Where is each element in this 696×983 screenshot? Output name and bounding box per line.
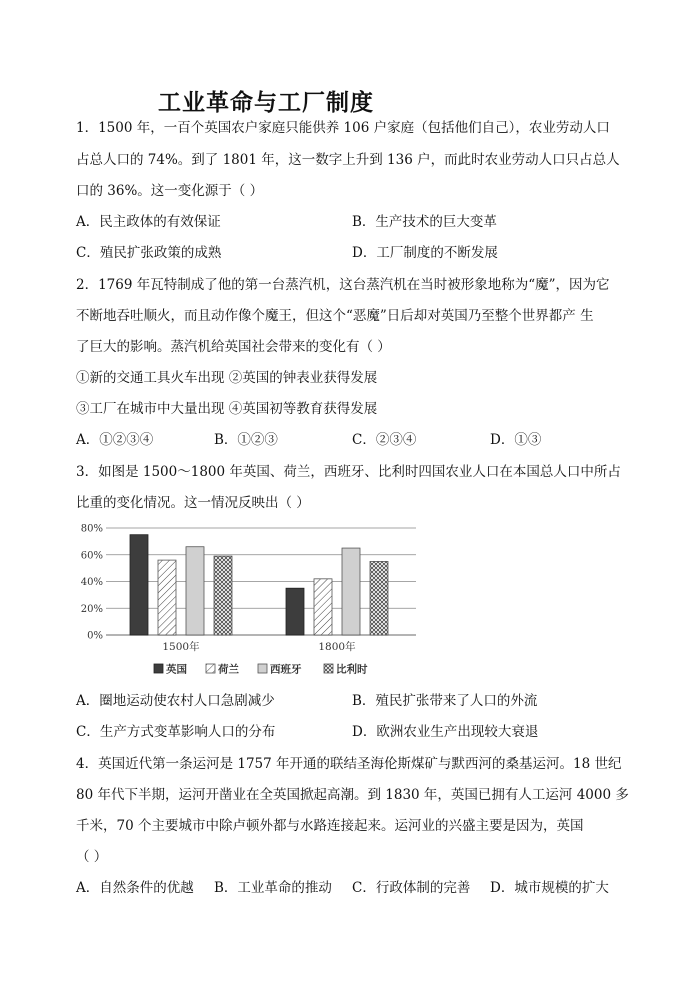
q1-option-b[interactable]: B．生产技术的巨大变革 [352,214,497,230]
q4-line-1: 4．英国近代第一条运河是 1757 年开通的联结圣海伦斯煤矿与默西河的桑基运河。18 世纪 [76,756,622,772]
q4-line-2: 80 年代下半期，运河开凿业在全英国掀起高潮。到 1830 年，英国已拥有人工运河 4000 多 [76,787,629,803]
q4-option-b[interactable]: B．工业革命的推动 [214,880,332,896]
category-label: 1800年 [318,641,356,653]
q4-option-d[interactable]: D．城市规模的扩大 [490,880,609,896]
q3-option-d[interactable]: D．欧洲农业生产出现较大衰退 [352,724,539,740]
legend-label: 比利时 [336,663,368,676]
bar-英国 [286,588,304,635]
q4-line-3: 千米，70 个主要城市中除卢顿外都与水路连接起来。运河业的兴盛主要是因为，英国 [76,818,584,834]
chart-bars [130,535,388,635]
q2-line-5: ③工厂在城市中大量出现 ④英国初等教育获得发展 [76,401,378,417]
q3-option-b[interactable]: B．殖民扩张带来了人口的外流 [352,693,538,709]
q4-line-4: （ ） [76,849,108,865]
q3-option-c[interactable]: C．生产方式变革影响人口的分布 [76,724,276,740]
bar-西班牙 [186,547,204,635]
q3-line-1: 3．如图是 1500～1800 年英国、荷兰，西班牙、比利时四国农业人口在本国总人口中所占 [76,464,621,480]
q1-line-2: 占总人口的 74%。到了 1801 年，这一数字上升到 136 户，而此时农业劳动人口只占总人 [76,152,620,168]
legend-swatch-比利时 [324,664,333,673]
legend-swatch-荷兰 [206,664,215,673]
y-tick-label: 0% [87,630,103,642]
q1-line-1: 1．1500 年，一百个英国农户家庭只能供养 106 户家庭（包括他们自己），农业劳动人口 [76,120,610,136]
q3-option-a[interactable]: A．圈地运动使农村人口急剧减少 [76,693,275,709]
bar-荷兰 [314,579,332,635]
bar-荷兰 [158,560,176,635]
q2-option-c[interactable]: C．②③④ [352,432,417,448]
bar-比利时 [214,556,232,635]
legend-label: 荷兰 [218,663,239,676]
q2-line-1: 2．1769 年瓦特制成了他的第一台蒸汽机，这台蒸汽机在当时被形象地称为“魔”，因为它 [76,277,610,293]
q1-line-3: 口的 36%。这一变化源于（ ） [76,183,264,199]
y-tick-label: 40% [80,577,103,588]
q1-option-c[interactable]: C．殖民扩张政策的成熟 [76,245,222,261]
y-tick-label: 60% [80,550,103,562]
q4-option-a[interactable]: A．自然条件的优越 [76,880,194,896]
chart-y-ticks [81,524,103,642]
q2-line-4: ①新的交通工具火车出现 ②英国的钟表业获得发展 [76,370,378,386]
y-tick-label: 80% [80,523,103,535]
legend-swatch-英国 [154,664,163,673]
q2-option-a[interactable]: A．①②③④ [76,432,154,448]
chart-legend [154,663,368,676]
q1-option-d[interactable]: D．工厂制度的不断发展 [352,245,498,261]
q2-line-2: 不断地吞吐顺火，而且动作像个魔王，但这个“恶魔”日后却对英国乃至整个世界都产 生 [76,308,594,324]
q3-line-2: 比重的变化情况。这一情况反映出（ ） [76,495,310,511]
q4-option-c[interactable]: C．行政体制的完善 [352,880,471,896]
chart-categories [162,640,356,653]
q2-option-b[interactable]: B．①②③ [214,432,278,448]
q2-line-3: 了巨大的影响。蒸汽机给英国社会带来的变化有（ ） [76,339,391,355]
page-title: 工业革命与工厂制度 [158,90,374,116]
agri-population-chart [70,518,430,683]
bar-西班牙 [342,548,360,635]
q2-option-d[interactable]: D．①③ [490,432,542,448]
legend-swatch-西班牙 [258,664,267,673]
bar-比利时 [370,561,388,635]
legend-label: 英国 [166,663,187,676]
category-label: 1500年 [162,641,200,653]
chart-gridlines [106,528,416,635]
q1-option-a[interactable]: A．民主政体的有效保证 [76,214,221,230]
legend-label: 西班牙 [270,663,302,676]
bar-英国 [130,535,148,635]
y-tick-label: 20% [80,603,103,615]
